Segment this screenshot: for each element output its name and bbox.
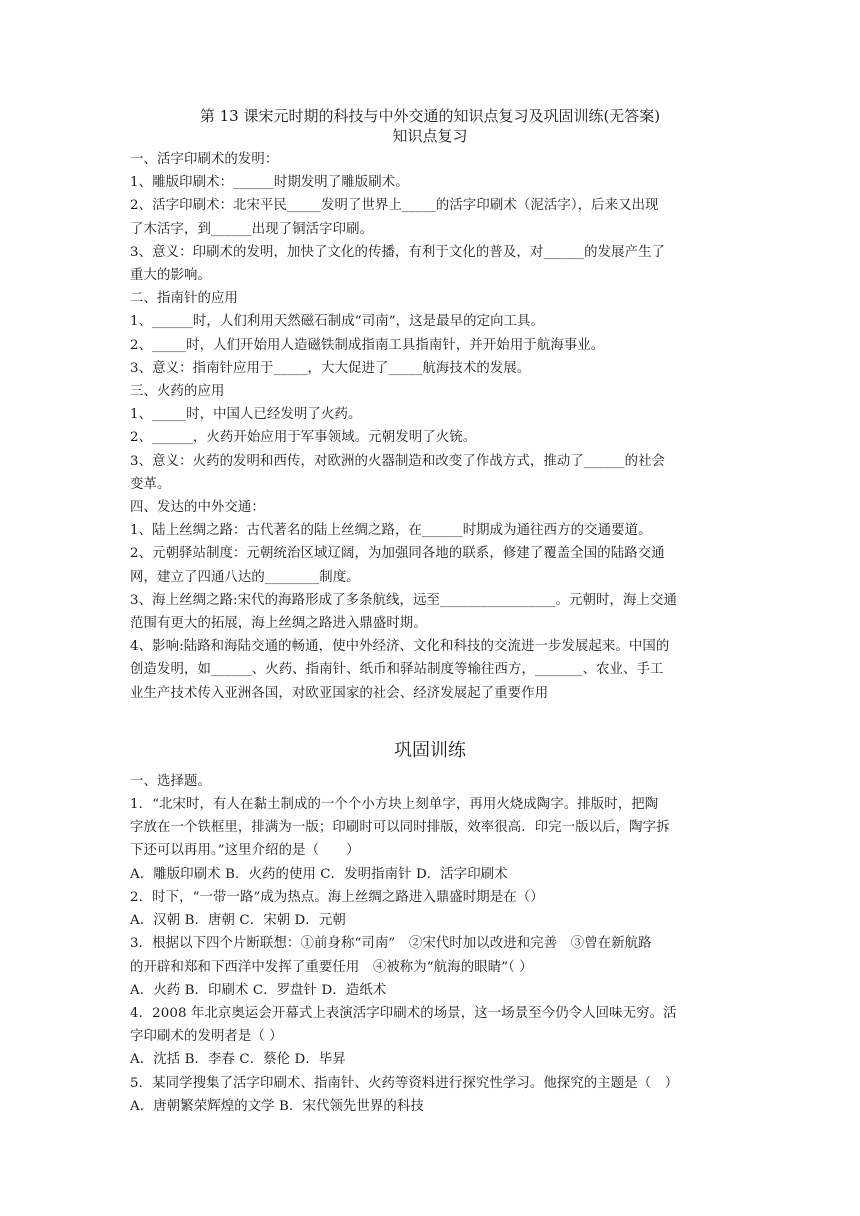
- review-line: 二、指南针的应用: [130, 291, 238, 307]
- practice-line: 3．根据以下四个片断联想：①前身称“司南” ②宋代时加以改进和完善 ③曾在新航路: [130, 936, 652, 952]
- practice-line: 4．2008 年北京奥运会开幕式上表演活字印刷术的场景，这一场景至今仍令人回味无穷。活: [130, 1005, 677, 1021]
- review-heading: 知识点复习: [392, 127, 468, 145]
- practice-line: 的开辟和郑和下西洋中发挥了重要任用 ④被称为“航海的眼睛”（ ）: [130, 959, 533, 975]
- practice-line: 字印刷术的发明者是（ ）: [130, 1029, 283, 1045]
- practice-line: 2．时下，“一带一路”成为热点。海上丝绸之路进入鼎盛时期是在（）: [130, 889, 544, 905]
- review-section: [130, 148, 730, 705]
- review-line: 四、发达的中外交通：: [130, 500, 265, 516]
- review-line: 3、海上丝绸之路:宋代的海路形成了多条航线，远至_________________。元朝时，海上交通: [130, 592, 677, 608]
- review-line: 1、______时，人们利用天然磁石制成“司南”，这是最早的定向工具。: [130, 314, 545, 330]
- review-line: 重大的影响。: [130, 268, 211, 284]
- section-gap: [130, 705, 730, 728]
- practice-heading: 巩固训练: [394, 739, 466, 761]
- review-line: 2、_____时，人们开始用人造磁铁制成指南工具指南针，并开始用于航海事业。: [130, 337, 605, 353]
- practice-line: 字放在一个铁框里，排满为一版；印刷时可以同时排版，效率很高．印完一版以后，陶字拆: [130, 820, 670, 836]
- review-line: 了木活字，到______出现了铜活字印刷。: [130, 221, 374, 237]
- document-page: [130, 106, 730, 1118]
- review-line: 1、_____时，中国人已经发明了火药。: [130, 407, 362, 423]
- review-line: 变革。: [130, 476, 171, 492]
- review-line: 创造发明，如______、火药、指南针、纸币和驿站制度等输往西方，_______、农业、手工: [130, 662, 664, 678]
- review-line: 3、意义：指南针应用于_____，大大促进了_____航海技术的发展。: [130, 360, 531, 376]
- review-line: 3、意义：印刷术的发明，加快了文化的传播，有利于文化的普及，对______的发展产生了: [130, 244, 666, 260]
- review-line: 3、意义：火药的发明和西传，对欧洲的火器制造和改变了作战方式，推动了______的社会: [130, 453, 666, 469]
- review-line: 1、陆上丝绸之路：古代著名的陆上丝绸之路，在______时期成为通往西方的交通要道。: [130, 523, 652, 539]
- review-line: 业生产技术传入亚洲各国，对欧亚国家的社会、经济发展起了重要作用: [130, 685, 549, 701]
- practice-line: A．唐朝繁荣辉煌的文学 B．宋代领先世界的科技: [130, 1098, 424, 1114]
- practice-line: 5．某同学搜集了活字印刷术、指南针、火药等资料进行探究性学习。他探究的主题是（ ）: [130, 1075, 679, 1091]
- review-line: 一、活字印刷术的发明：: [130, 152, 279, 167]
- review-line: 2、______，火药开始应用于军事领域。元朝发明了火铳。: [130, 430, 477, 446]
- practice-section: [130, 770, 730, 1118]
- practice-line: 一、选择题。: [130, 773, 211, 789]
- practice-line: 下还可以再用。”这里介绍的是（ ）: [130, 843, 360, 859]
- document-title: 第 13 课宋元时期的科技与中外交通的知识点复习及巩固训练(无答案): [199, 107, 661, 125]
- practice-line: A．汉朝 B．唐朝 C．宋朝 D．元朝: [130, 913, 346, 929]
- review-line: 2、元朝驿站制度：元朝统治区域辽阔，为加强同各地的联系，修建了覆盖全国的陆路交通: [130, 546, 665, 562]
- practice-line: A．雕版印刷术 B．火药的使用 C．发明指南针 D．活字印刷术: [130, 866, 508, 882]
- review-line: 4、影响:陆路和海陆交通的畅通，使中外经济、文化和科技的交流进一步发展起来。中国的: [130, 639, 670, 655]
- practice-line: A．沈括 B．李春 C．蔡伦 D．毕昇: [130, 1052, 346, 1068]
- review-line: 2、活字印刷术：北宋平民_____发明了世界上_____的活字印刷术（泥活字），后来又出现: [130, 198, 659, 214]
- review-line: 三、火药的应用: [130, 384, 225, 400]
- practice-line: 1．“北宋时，有人在黏土制成的一个个小方块上刻单字，再用火烧成陶字。排版时，把陶: [130, 797, 659, 813]
- practice-line: A．火药 B．印刷术 C．罗盘针 D．造纸术: [130, 982, 387, 998]
- review-line: 1、雕版印刷术：______时期发明了雕版刷术。: [130, 175, 409, 191]
- review-line: 范围有更大的拓展，海上丝绸之路进入鼎盛时期。: [130, 616, 427, 632]
- review-line: 网，建立了四通八达的________制度。: [130, 569, 360, 585]
